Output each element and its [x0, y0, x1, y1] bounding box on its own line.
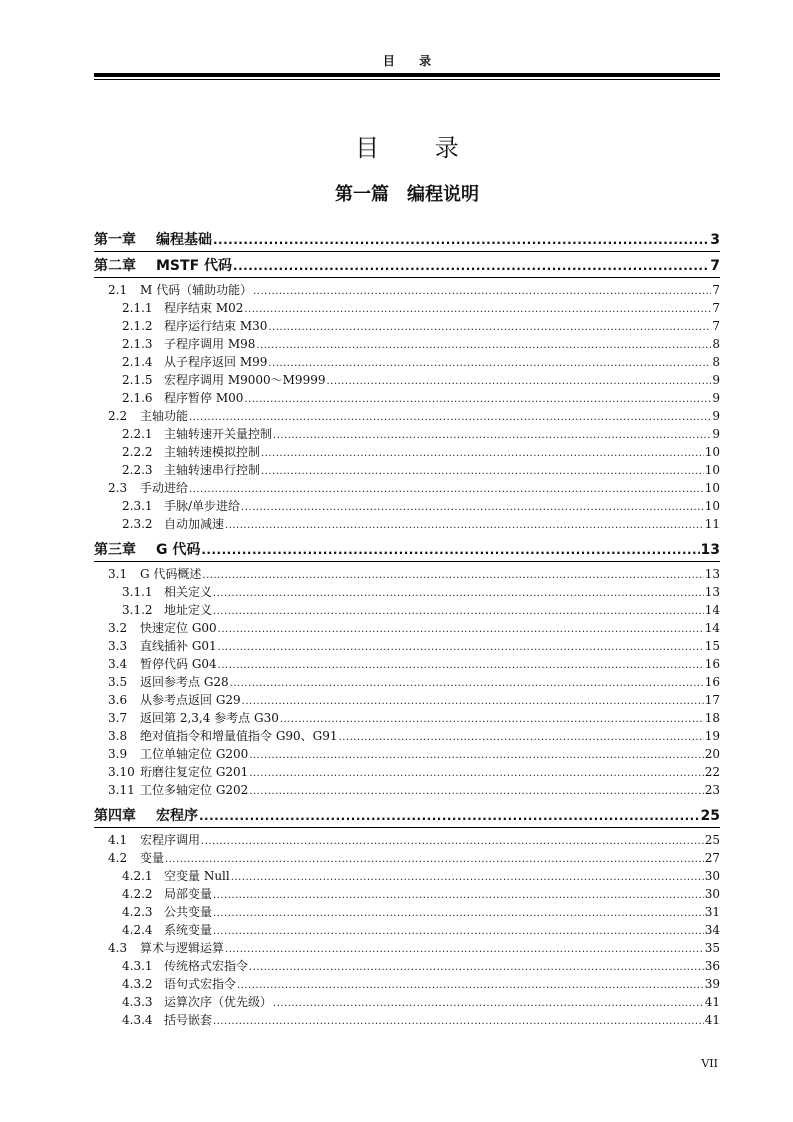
toc-entry-number: 2.2.2 — [122, 445, 153, 459]
toc-dot-leader — [213, 922, 704, 940]
toc-entry-page: 14 — [704, 603, 720, 617]
toc-entry-number: 4.3.4 — [122, 1013, 153, 1027]
toc-entry-page: 16 — [704, 657, 720, 671]
toc-entry-number: 2.1.4 — [122, 355, 153, 369]
toc-entry-page: 11 — [704, 517, 720, 531]
toc-dot-leader — [249, 958, 704, 976]
toc-entry-sec[interactable] — [94, 764, 720, 782]
toc-dot-leader — [189, 408, 711, 426]
toc-entry-number: 3.4 — [108, 657, 128, 671]
toc-entry-number: 4.2.3 — [122, 905, 153, 919]
toc-entry-sub[interactable] — [94, 336, 720, 354]
toc-entry-title: 子程序调用 M98 — [164, 337, 256, 351]
toc-entry-title: 局部变量 — [164, 887, 213, 901]
toc-dot-leader — [230, 674, 704, 692]
toc-entry-sub[interactable] — [94, 444, 720, 462]
toc-entry-title: G 代码 — [156, 542, 201, 558]
toc-entry-sub[interactable] — [94, 602, 720, 620]
toc-entry-title: 程序结束 M02 — [164, 301, 244, 315]
toc-entry-title: 返回参考点 G28 — [140, 675, 229, 689]
toc-entry-number: 第三章 — [94, 542, 136, 558]
toc-entry-title: 地址定义 — [164, 603, 213, 617]
header-rule-thick — [94, 73, 720, 77]
toc-entry-page: 10 — [704, 463, 720, 477]
toc-entry-page: 13 — [704, 567, 720, 581]
toc-entry-title: 手脉/单步进给 — [164, 499, 241, 513]
toc-entry-number: 第四章 — [94, 808, 136, 824]
toc-entry-sec[interactable] — [94, 710, 720, 728]
toc-entry-title: 系统变量 — [164, 923, 213, 937]
toc-entry-title: 公共变量 — [164, 905, 213, 919]
toc-entry-page: 30 — [704, 869, 720, 883]
toc-entry-number: 2.2.3 — [122, 463, 153, 477]
page-title: 目 录 — [355, 134, 483, 162]
toc-entry-number: 2.3.2 — [122, 517, 153, 531]
toc-dot-leader — [326, 372, 711, 390]
toc-entry-page: 14 — [704, 621, 720, 635]
toc-entry-sec[interactable] — [94, 656, 720, 674]
toc-entry-page: 3 — [710, 232, 720, 248]
toc-entry-page: 7 — [712, 301, 720, 315]
toc-dot-leader — [273, 994, 704, 1012]
toc-entry-sub[interactable] — [94, 372, 720, 390]
running-header: 目 录 — [382, 54, 442, 68]
toc-entry-sec[interactable] — [94, 728, 720, 746]
toc-dot-leader — [273, 426, 711, 444]
toc-entry-number: 2.3 — [108, 481, 128, 495]
toc-entry-sec[interactable] — [94, 282, 720, 300]
toc-dot-leader — [268, 318, 711, 336]
toc-dot-leader — [201, 541, 699, 559]
toc-dot-leader — [249, 782, 703, 800]
toc-entry-sub[interactable] — [94, 462, 720, 480]
toc-entry-page: 41 — [704, 1013, 720, 1027]
toc-entry-number: 3.11 — [108, 783, 135, 797]
toc-entry-sec[interactable] — [94, 940, 720, 958]
toc-dot-leader — [242, 692, 704, 710]
toc-entry-number: 2.1.2 — [122, 319, 153, 333]
toc-dot-leader — [237, 976, 704, 994]
toc-entry-sec[interactable] — [94, 850, 720, 868]
toc-entry-sub[interactable] — [94, 300, 720, 318]
toc-dot-leader — [225, 516, 704, 534]
toc-entry-title: 快速定位 G00 — [140, 621, 217, 635]
toc-entry-number: 3.1.2 — [122, 603, 153, 617]
toc-entry-title: 算术与逻辑运算 — [140, 941, 225, 955]
toc-dot-leader — [213, 584, 704, 602]
toc-entry-title: 从参考点返回 G29 — [140, 693, 241, 707]
toc-entry-sec[interactable] — [94, 782, 720, 800]
toc-entry-page: 30 — [704, 887, 720, 901]
toc-dot-leader — [249, 764, 703, 782]
toc-entry-number: 2.2 — [108, 409, 128, 423]
toc-entry-number: 3.6 — [108, 693, 128, 707]
toc-entry-number: 第一章 — [94, 232, 136, 248]
toc-entry-page: 7 — [712, 283, 720, 297]
toc-entry-page: 34 — [704, 923, 720, 937]
toc-entry-number: 3.7 — [108, 711, 128, 725]
toc-entry-number: 2.2.1 — [122, 427, 153, 441]
toc-dot-leader — [165, 850, 704, 868]
toc-dot-leader — [249, 746, 703, 764]
toc-entry-sub[interactable] — [94, 922, 720, 940]
toc-entry-title: 编程基础 — [156, 232, 212, 248]
toc-entry-sub[interactable] — [94, 354, 720, 372]
toc-entry-title: 工位单轴定位 G200 — [140, 747, 249, 761]
toc-entry-number: 3.3 — [108, 639, 128, 653]
toc-entry-sub[interactable] — [94, 426, 720, 444]
toc-entry-page: 23 — [704, 783, 720, 797]
toc-entry-number: 2.1.6 — [122, 391, 153, 405]
toc-entry-sub[interactable] — [94, 1012, 720, 1030]
toc-entry-title: 主轴转速串行控制 — [164, 463, 261, 477]
toc-dot-leader — [202, 566, 703, 584]
toc-entry-page: 20 — [704, 747, 720, 761]
toc-dot-leader — [199, 807, 700, 825]
toc-entry-title: 直线插补 G01 — [140, 639, 217, 653]
toc-entry-page: 8 — [712, 337, 720, 351]
toc-entry-sub[interactable] — [94, 584, 720, 602]
toc-entry-page: 35 — [704, 941, 720, 955]
toc-entry-sub[interactable] — [94, 886, 720, 904]
toc-entry-page: 9 — [712, 427, 720, 441]
toc-entry-sec[interactable] — [94, 638, 720, 656]
toc-entry-number: 4.1 — [108, 833, 128, 847]
toc-entry-number: 4.3.1 — [122, 959, 153, 973]
toc-entry-page: 8 — [712, 355, 720, 369]
toc-entry-number: 4.2.2 — [122, 887, 153, 901]
toc-dot-leader — [280, 710, 704, 728]
toc-entry-title: 程序运行结束 M30 — [164, 319, 268, 333]
toc-entry-number: 第二章 — [94, 258, 136, 274]
toc-entry-sec[interactable] — [94, 692, 720, 710]
toc-entry-title: 主轴转速模拟控制 — [164, 445, 261, 459]
toc-entry-page: 39 — [704, 977, 720, 991]
toc-entry-number: 4.2 — [108, 851, 128, 865]
toc-dot-leader — [231, 868, 704, 886]
toc-entry-page: 9 — [712, 391, 720, 405]
toc-dot-leader — [213, 904, 704, 922]
toc-entry-page: 16 — [704, 675, 720, 689]
toc-entry-title: 主轴功能 — [140, 409, 189, 423]
toc-entry-sec[interactable] — [94, 480, 720, 498]
toc-entry-sub[interactable] — [94, 390, 720, 408]
toc-entry-sec[interactable] — [94, 620, 720, 638]
toc-entry-page: 25 — [704, 833, 720, 847]
toc-entry-title: 主轴转速开关量控制 — [164, 427, 273, 441]
toc-dot-leader — [253, 282, 711, 300]
toc-entry-sub[interactable] — [94, 498, 720, 516]
toc-entry-number: 3.1 — [108, 567, 128, 581]
toc-entry-sub[interactable] — [94, 318, 720, 336]
toc-dot-leader — [218, 638, 704, 656]
toc-dot-leader — [244, 390, 711, 408]
toc-dot-leader — [241, 498, 704, 516]
toc-entry-title: 宏程序调用 M9000～M9999 — [164, 373, 326, 387]
toc-entry-title: 手动进给 — [140, 481, 189, 495]
toc-entry-number: 3.9 — [108, 747, 128, 761]
toc-entry-title: 运算次序（优先级） — [164, 995, 273, 1009]
toc-entry-page: 31 — [704, 905, 720, 919]
toc-entry-number: 2.1.5 — [122, 373, 153, 387]
toc-entry-number: 3.1.1 — [122, 585, 153, 599]
toc-entry-title: 暂停代码 G04 — [140, 657, 217, 671]
toc-entry-title: 自动加减速 — [164, 517, 225, 531]
toc-entry-number: 4.2.4 — [122, 923, 153, 937]
toc-entry-page: 7 — [712, 319, 720, 333]
toc-entry-sub[interactable] — [94, 958, 720, 976]
toc-dot-leader — [213, 231, 709, 249]
toc-entry-number: 2.1 — [108, 283, 128, 297]
toc-entry-sub[interactable] — [94, 868, 720, 886]
toc-entry-page: 15 — [704, 639, 720, 653]
toc-entry-sub[interactable] — [94, 516, 720, 534]
toc-entry-number: 3.8 — [108, 729, 128, 743]
toc-entry-number: 4.3.3 — [122, 995, 153, 1009]
toc-entry-page: 9 — [712, 373, 720, 387]
toc-entry-page: 9 — [712, 409, 720, 423]
toc-entry-title: MSTF 代码 — [156, 258, 233, 274]
toc-entry-title: 相关定义 — [164, 585, 213, 599]
toc-entry-sec[interactable] — [94, 566, 720, 584]
toc-dot-leader — [213, 1012, 704, 1030]
toc-entry-page: 13 — [704, 585, 720, 599]
toc-entry-page: 10 — [704, 445, 720, 459]
toc-entry-title: 绝对值指令和增量值指令 G90、G91 — [140, 729, 338, 743]
toc-dot-leader — [201, 832, 704, 850]
toc-entry-title: 传统格式宏指令 — [164, 959, 249, 973]
toc-entry-sub[interactable] — [94, 994, 720, 1012]
part-title: 第一篇 编程说明 — [335, 184, 479, 205]
toc-entry-title: 括号嵌套 — [164, 1013, 213, 1027]
toc-entry-chapter[interactable] — [94, 257, 720, 275]
toc-entry-number: 3.2 — [108, 621, 128, 635]
toc-dot-leader — [268, 354, 711, 372]
toc-entry-title: 程序暂停 M00 — [164, 391, 244, 405]
toc-entry-number: 2.1.1 — [122, 301, 153, 315]
toc-dot-leader — [261, 444, 704, 462]
toc-entry-page: 7 — [710, 258, 720, 274]
toc-entry-page: 41 — [704, 995, 720, 1009]
toc-entry-title: 变量 — [140, 851, 165, 865]
toc-entry-page: 13 — [700, 542, 720, 558]
header-rule-thin — [94, 79, 720, 80]
toc-entry-chapter[interactable] — [94, 231, 720, 249]
toc-entry-title: 语句式宏指令 — [164, 977, 237, 991]
toc-dot-leader — [218, 656, 704, 674]
toc-entry-sub[interactable] — [94, 976, 720, 994]
toc-dot-leader — [339, 728, 704, 746]
toc-entry-title: 返回第 2,3,4 参考点 G30 — [140, 711, 279, 725]
toc-entry-number: 3.5 — [108, 675, 128, 689]
toc-dot-leader — [189, 480, 704, 498]
toc-entry-title: 珩磨往复定位 G201 — [140, 765, 249, 779]
toc-entry-chapter[interactable] — [94, 541, 720, 559]
toc-entry-sec[interactable] — [94, 674, 720, 692]
toc-dot-leader — [244, 300, 711, 318]
toc-entry-page: 36 — [704, 959, 720, 973]
toc-entry-number: 4.3 — [108, 941, 128, 955]
toc-entry-number: 4.2.1 — [122, 869, 153, 883]
toc-entry-page: 10 — [704, 481, 720, 495]
toc-entry-chapter[interactable] — [94, 807, 720, 825]
toc-entry-number: 3.10 — [108, 765, 135, 779]
toc-dot-leader — [233, 257, 709, 275]
toc-dot-leader — [213, 602, 704, 620]
toc-entry-number: 2.1.3 — [122, 337, 153, 351]
toc-entry-sub[interactable] — [94, 904, 720, 922]
toc-dot-leader — [218, 620, 704, 638]
toc-entry-page: 18 — [704, 711, 720, 725]
toc-entry-title: 空变量 Null — [164, 869, 230, 883]
toc-entry-sec[interactable] — [94, 832, 720, 850]
toc-dot-leader — [261, 462, 704, 480]
toc-entry-page: 19 — [704, 729, 720, 743]
toc-entry-sec[interactable] — [94, 746, 720, 764]
toc-dot-leader — [225, 940, 704, 958]
toc-entry-number: 2.3.1 — [122, 499, 153, 513]
toc-entry-number: 4.3.2 — [122, 977, 153, 991]
toc-entry-sec[interactable] — [94, 408, 720, 426]
page-number: VII — [701, 1057, 718, 1070]
toc-entry-title: 宏程序 — [156, 808, 198, 824]
toc-dot-leader — [256, 336, 711, 354]
toc-entry-page: 17 — [704, 693, 720, 707]
toc-entry-page: 27 — [704, 851, 720, 865]
toc-entry-page: 22 — [704, 765, 720, 779]
toc-entry-title: M 代码（辅助功能） — [140, 283, 253, 297]
toc-entry-title: 宏程序调用 — [140, 833, 201, 847]
toc-entry-title: 从子程序返回 M99 — [164, 355, 268, 369]
toc-entry-title: G 代码概述 — [140, 567, 202, 581]
toc-entry-page: 25 — [700, 808, 720, 824]
toc-entry-title: 工位多轴定位 G202 — [140, 783, 249, 797]
toc-entry-page: 10 — [704, 499, 720, 513]
toc-dot-leader — [213, 886, 704, 904]
